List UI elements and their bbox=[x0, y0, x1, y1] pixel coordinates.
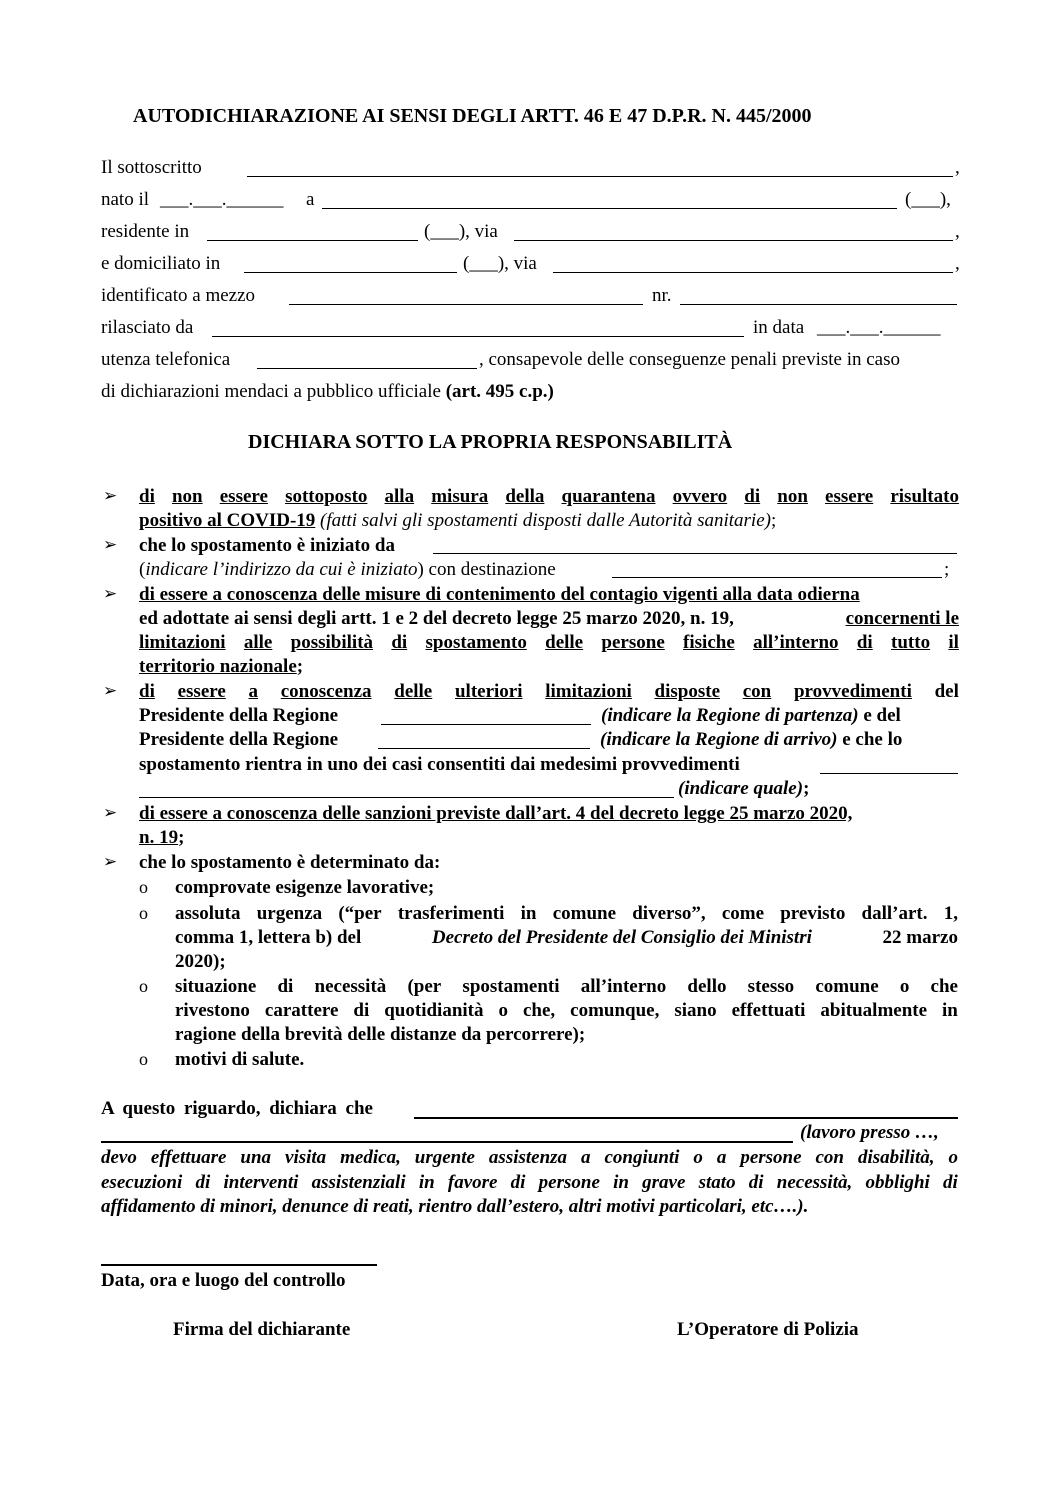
label-operatore-polizia: L’Operatore di Polizia bbox=[677, 1319, 859, 1340]
circle-bullet-icon: o bbox=[139, 976, 148, 996]
field-motivo[interactable] bbox=[414, 1117, 958, 1119]
bullet3-line2: ed adottate ai sensi degli artt. 1 e 2 del decreto legge 25 marzo 2020, n. 19, concernenti le bbox=[139, 608, 959, 629]
subitem-necessita-line3: ragione della brevità delle distanze da percorrere); bbox=[175, 1024, 586, 1045]
field-documento[interactable] bbox=[289, 304, 643, 305]
bullet3-line1: di essere a conoscenza delle misure di contenimento del contagio vigenti alla data odierna bbox=[139, 584, 860, 605]
subitem-urgenza-line2: comma 1, lettera b) del Decreto del Presidente del Consiglio dei Ministri 22 marzo bbox=[175, 927, 958, 948]
label-utenza: utenza telefonica bbox=[101, 349, 231, 370]
arrow-bullet-icon: ➢ bbox=[103, 681, 118, 700]
label-data-ora-luogo: Data, ora e luogo del controllo bbox=[101, 1270, 346, 1291]
label-via-residenza: (___), via bbox=[424, 221, 498, 242]
bullet6-line1: che lo spostamento è determinato da: bbox=[139, 852, 441, 873]
circle-bullet-icon: o bbox=[139, 877, 148, 897]
bullet1-line1: di non essere sottoposto alla misura della quarantena ovvero di non essere risultato bbox=[139, 486, 959, 507]
document-title: AUTODICHIARAZIONE AI SENSI DEGLI ARTT. 46 E 47 D.P.R. N. 445/2000 bbox=[133, 105, 812, 127]
subitem-salute: motivi di salute. bbox=[175, 1049, 305, 1070]
arrow-bullet-icon: ➢ bbox=[103, 852, 118, 871]
bullet2-line2: (indicare l’indirizzo da cui è iniziato) con destinazione bbox=[139, 559, 556, 580]
bullet4-line4: spostamento rientra in uno dei casi consentiti dai medesimi provvedimenti bbox=[139, 754, 740, 775]
label-identificato: identificato a mezzo bbox=[101, 285, 256, 306]
hint-regione-arrivo: (indicare la Regione di arrivo) e che lo bbox=[600, 729, 903, 750]
subitem-necessita-line1: situazione di necessità (per spostamenti all’interno dello stesso comune o che bbox=[175, 976, 958, 997]
hint-regione-partenza: (indicare la Regione di partenza) e del bbox=[601, 705, 901, 726]
bullet1-line2: positivo al COVID-19 (fatti salvi gli spostamenti disposti dalle Autorità sanitarie); bbox=[139, 510, 777, 531]
field-comune-residenza[interactable] bbox=[207, 240, 418, 241]
bullet3-line4: territorio nazionale; bbox=[139, 656, 304, 677]
riguardo-line2: (lavoro presso …, bbox=[800, 1122, 939, 1143]
field-luogo-nascita[interactable] bbox=[322, 208, 897, 209]
field-rilasciato-da[interactable] bbox=[212, 336, 744, 337]
field-sottoscritto[interactable] bbox=[247, 176, 953, 177]
arrow-bullet-icon: ➢ bbox=[103, 535, 118, 554]
label-via-domicilio: (___), via bbox=[463, 253, 537, 274]
bullet2-line1: che lo spostamento è iniziato da bbox=[139, 535, 395, 556]
label-presidente-arrivo: Presidente della Regione bbox=[139, 729, 339, 750]
label-nato-il: nato il bbox=[101, 189, 150, 210]
arrow-bullet-icon: ➢ bbox=[103, 486, 118, 505]
field-data-nascita[interactable]: ___.___.______ bbox=[160, 189, 284, 210]
arrow-bullet-icon: ➢ bbox=[103, 803, 118, 822]
field-via-residenza[interactable] bbox=[514, 240, 953, 241]
field-indirizzo-partenza[interactable] bbox=[433, 553, 957, 554]
riguardo-line5: affidamento di minori, denunce di reati, rientro dall’estero, altri motivi particolari, etc….). bbox=[101, 1196, 809, 1217]
field-motivo-cont[interactable] bbox=[101, 1141, 793, 1143]
comma: , bbox=[955, 253, 960, 274]
text-mendaci: di dichiarazioni mendaci a pubblico ufficiale (art. 495 c.p.) bbox=[101, 381, 554, 402]
riguardo-line4: esecuzioni di interventi assistenziali in favore di persone in grave stato di necessità, obblighi di bbox=[101, 1172, 958, 1193]
circle-bullet-icon: o bbox=[139, 903, 148, 923]
bullet4-line1: di essere a conoscenza delle ulteriori limitazioni disposte con provvedimenti del bbox=[139, 681, 959, 702]
field-data-rilascio[interactable]: ___.___.______ bbox=[817, 317, 941, 338]
field-numero-documento[interactable] bbox=[680, 304, 957, 305]
field-data-ora-luogo[interactable] bbox=[101, 1264, 377, 1266]
arrow-bullet-icon: ➢ bbox=[103, 584, 118, 603]
field-telefono[interactable] bbox=[257, 368, 477, 369]
text-consapevole: , consapevole delle conseguenze penali previste in caso bbox=[479, 349, 900, 370]
field-destinazione[interactable] bbox=[612, 577, 942, 578]
section-heading: DICHIARA SOTTO LA PROPRIA RESPONSABILITÀ bbox=[248, 431, 733, 453]
label-in-data: in data bbox=[753, 317, 805, 338]
hint-indicare-quale: (indicare quale); bbox=[678, 778, 810, 799]
bullet5-line1: di essere a conoscenza delle sanzioni previste dall’art. 4 del decreto legge 25 marzo 2020, bbox=[139, 803, 853, 824]
field-provvedimento-cont[interactable] bbox=[139, 797, 674, 798]
label-domiciliato: e domiciliato in bbox=[101, 253, 221, 274]
comma: , bbox=[955, 157, 960, 178]
label-residente: residente in bbox=[101, 221, 190, 242]
bullet3-line3: limitazioni alle possibilità di spostamento delle persone fisiche all’interno di tutto il bbox=[139, 632, 959, 653]
field-regione-partenza[interactable] bbox=[381, 724, 591, 725]
riguardo-line3: devo effettuare una visita medica, urgente assistenza a congiunti o a persone con disabilità, o bbox=[101, 1147, 958, 1168]
field-regione-arrivo[interactable] bbox=[378, 748, 590, 749]
subitem-lavoro: comprovate esigenze lavorative; bbox=[175, 877, 435, 898]
subitem-urgenza-line1: assoluta urgenza (“per trasferimenti in comune diverso”, come previsto dall’art. 1, bbox=[175, 903, 958, 924]
field-provvedimento[interactable] bbox=[820, 773, 958, 774]
riguardo-line1: A questo riguardo, dichiara che bbox=[101, 1098, 373, 1119]
field-comune-domicilio[interactable] bbox=[244, 272, 457, 273]
semicolon: ; bbox=[944, 559, 950, 580]
field-via-domicilio[interactable] bbox=[553, 272, 953, 273]
label-rilasciato: rilasciato da bbox=[101, 317, 194, 338]
bullet5-line2: n. 19; bbox=[139, 827, 185, 848]
label-firma-dichiarante: Firma del dichiarante bbox=[173, 1319, 351, 1340]
subitem-necessita-line2: rivestono carattere di quotidianità o che, comunque, siano effettuati abitualmente in bbox=[175, 1000, 958, 1021]
label-sottoscritto: Il sottoscritto bbox=[101, 157, 202, 178]
circle-bullet-icon: o bbox=[139, 1049, 148, 1069]
label-nr: nr. bbox=[652, 285, 672, 306]
comma: , bbox=[955, 221, 960, 242]
label-presidente-partenza: Presidente della Regione bbox=[139, 705, 339, 726]
label-a: a bbox=[306, 189, 315, 210]
subitem-urgenza-line3: 2020); bbox=[175, 951, 226, 972]
field-provincia-nascita[interactable]: (___), bbox=[905, 189, 951, 210]
